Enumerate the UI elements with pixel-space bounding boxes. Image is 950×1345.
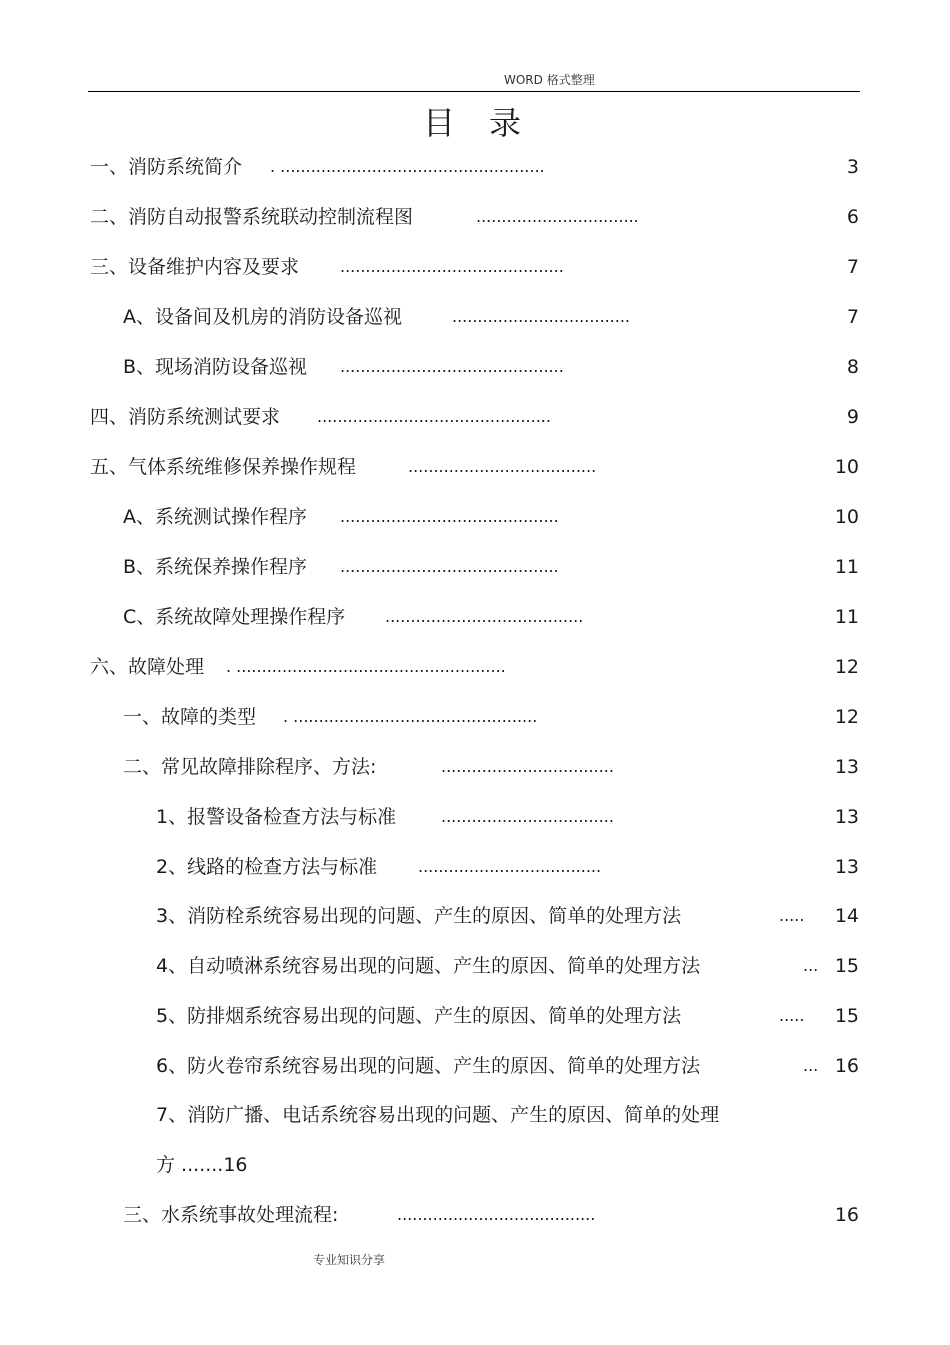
toc-entry-leader: ... (803, 956, 819, 975)
toc-entry-page: 12 (834, 656, 859, 678)
toc-entry[interactable] (0, 951, 950, 981)
toc-entry[interactable] (0, 1100, 950, 1130)
toc-entry-label: A、系统测试操作程序 (123, 506, 307, 528)
toc-entry-page: 3 (846, 156, 859, 178)
toc-entry-label: 五、气体系统维修保养操作规程 (90, 456, 357, 478)
toc-entry-label: 三、水系统事故处理流程: (123, 1204, 339, 1226)
toc-entry-leader: ... (803, 1056, 819, 1075)
toc-entry-label: 方 .......16 (156, 1154, 248, 1176)
page-footer: 专业知识分享 (313, 1253, 386, 1267)
toc-entry-page: 14 (834, 905, 859, 927)
toc-entry[interactable] (0, 552, 950, 582)
toc-entry-leader: ................................ (476, 207, 639, 226)
toc-entry-label: 6、防火卷帘系统容易出现的问题、产生的原因、简单的处理方法 (156, 1055, 701, 1077)
toc-entry-label: B、系统保养操作程序 (123, 556, 308, 578)
toc-entry[interactable] (0, 852, 950, 882)
toc-entry-page: 15 (834, 955, 859, 977)
toc-entry-label: 4、自动喷淋系统容易出现的问题、产生的原因、简单的处理方法 (156, 955, 701, 977)
toc-entry[interactable] (0, 1051, 950, 1081)
toc-entry-leader: ............................................ (340, 257, 564, 276)
toc-entry-page: 9 (846, 406, 859, 428)
toc-entry[interactable] (0, 702, 950, 732)
toc-entry[interactable] (0, 302, 950, 332)
toc-entry[interactable] (0, 752, 950, 782)
toc-entry-leader: .............................................. (317, 407, 551, 426)
toc-entry-page: 12 (834, 706, 859, 728)
toc-entry-leader: ........................................... (340, 507, 559, 526)
toc-entry-leader: ................................... (452, 307, 631, 326)
toc-entry[interactable] (0, 1001, 950, 1031)
toc-entry-leader: ..... (779, 906, 805, 925)
toc-entry-page: 6 (846, 206, 859, 228)
toc-entry[interactable] (0, 802, 950, 832)
toc-entry-leader: ........................................... (340, 557, 559, 576)
toc-entry-page: 13 (834, 756, 859, 778)
toc-entry-leader: ............................................ (340, 357, 564, 376)
toc-entry[interactable] (0, 252, 950, 282)
toc-entry[interactable] (0, 452, 950, 482)
page-header: WORD 格式整理 (504, 73, 595, 87)
toc-entry-continuation[interactable] (0, 1150, 950, 1180)
toc-entry-label: 一、故障的类型 (123, 706, 257, 728)
toc-entry-leader: . .................................................... (270, 157, 545, 176)
toc-entry[interactable] (0, 901, 950, 931)
header-rule (88, 91, 860, 92)
toc-entry-leader: . ................................................ (283, 707, 538, 726)
toc-entry[interactable] (0, 1200, 950, 1230)
toc-entry-label: 一、消防系统简介 (90, 156, 243, 178)
toc-entry-leader: ..... (779, 1006, 805, 1025)
toc-entry-label: B、现场消防设备巡视 (123, 356, 308, 378)
toc-entry-leader: .................................... (418, 857, 602, 876)
toc-entry-label: 5、防排烟系统容易出现的问题、产生的原因、简单的处理方法 (156, 1005, 682, 1027)
toc-entry-page: 16 (834, 1204, 859, 1226)
toc-entry-label: 2、线路的检查方法与标准 (156, 856, 378, 878)
toc-entry-page: 15 (834, 1005, 859, 1027)
toc-entry-label: 三、设备维护内容及要求 (90, 256, 300, 278)
toc-entry-leader: ....................................... (397, 1205, 596, 1224)
toc-entry[interactable] (0, 652, 950, 682)
toc-entry[interactable] (0, 352, 950, 382)
toc-entry-page: 11 (834, 606, 859, 628)
toc-entry-leader: ..................................... (408, 457, 597, 476)
toc-entry-label: 二、消防自动报警系统联动控制流程图 (90, 206, 414, 228)
toc-entry-page: 10 (834, 456, 859, 478)
toc-entry-page: 13 (834, 806, 859, 828)
toc-entry-label: 1、报警设备检查方法与标准 (156, 806, 397, 828)
toc-entry-label: A、设备间及机房的消防设备巡视 (123, 306, 402, 328)
toc-entry-page: 7 (846, 306, 859, 328)
toc-entry-page: 8 (846, 356, 859, 378)
toc-entry-leader: ....................................... (385, 607, 584, 626)
toc-entry[interactable] (0, 602, 950, 632)
toc-entry-page: 11 (834, 556, 859, 578)
toc-entry-page: 13 (834, 856, 859, 878)
toc-entry[interactable] (0, 202, 950, 232)
toc-entry-label: 四、消防系统测试要求 (90, 406, 281, 428)
toc-entry-leader: . ..................................................... (226, 657, 506, 676)
toc-entry-leader: .................................. (441, 757, 614, 776)
toc-entry[interactable] (0, 502, 950, 532)
toc-entry[interactable] (0, 152, 950, 182)
toc-entry-label: 二、常见故障排除程序、方法: (123, 756, 377, 778)
toc-entry-label: 3、消防栓系统容易出现的问题、产生的原因、简单的处理方法 (156, 905, 682, 927)
toc-entry-label: 7、消防广播、电话系统容易出现的问题、产生的原因、简单的处理 (156, 1104, 720, 1126)
toc-entry[interactable] (0, 402, 950, 432)
toc-entry-page: 16 (834, 1055, 859, 1077)
toc-entry-page: 7 (846, 256, 859, 278)
toc-entry-leader: .................................. (441, 807, 614, 826)
toc-title: 目录 (423, 104, 556, 142)
toc-entry-page: 10 (834, 506, 859, 528)
toc-entry-label: 六、故障处理 (90, 656, 205, 678)
toc-entry-label: C、系统故障处理操作程序 (123, 606, 346, 628)
